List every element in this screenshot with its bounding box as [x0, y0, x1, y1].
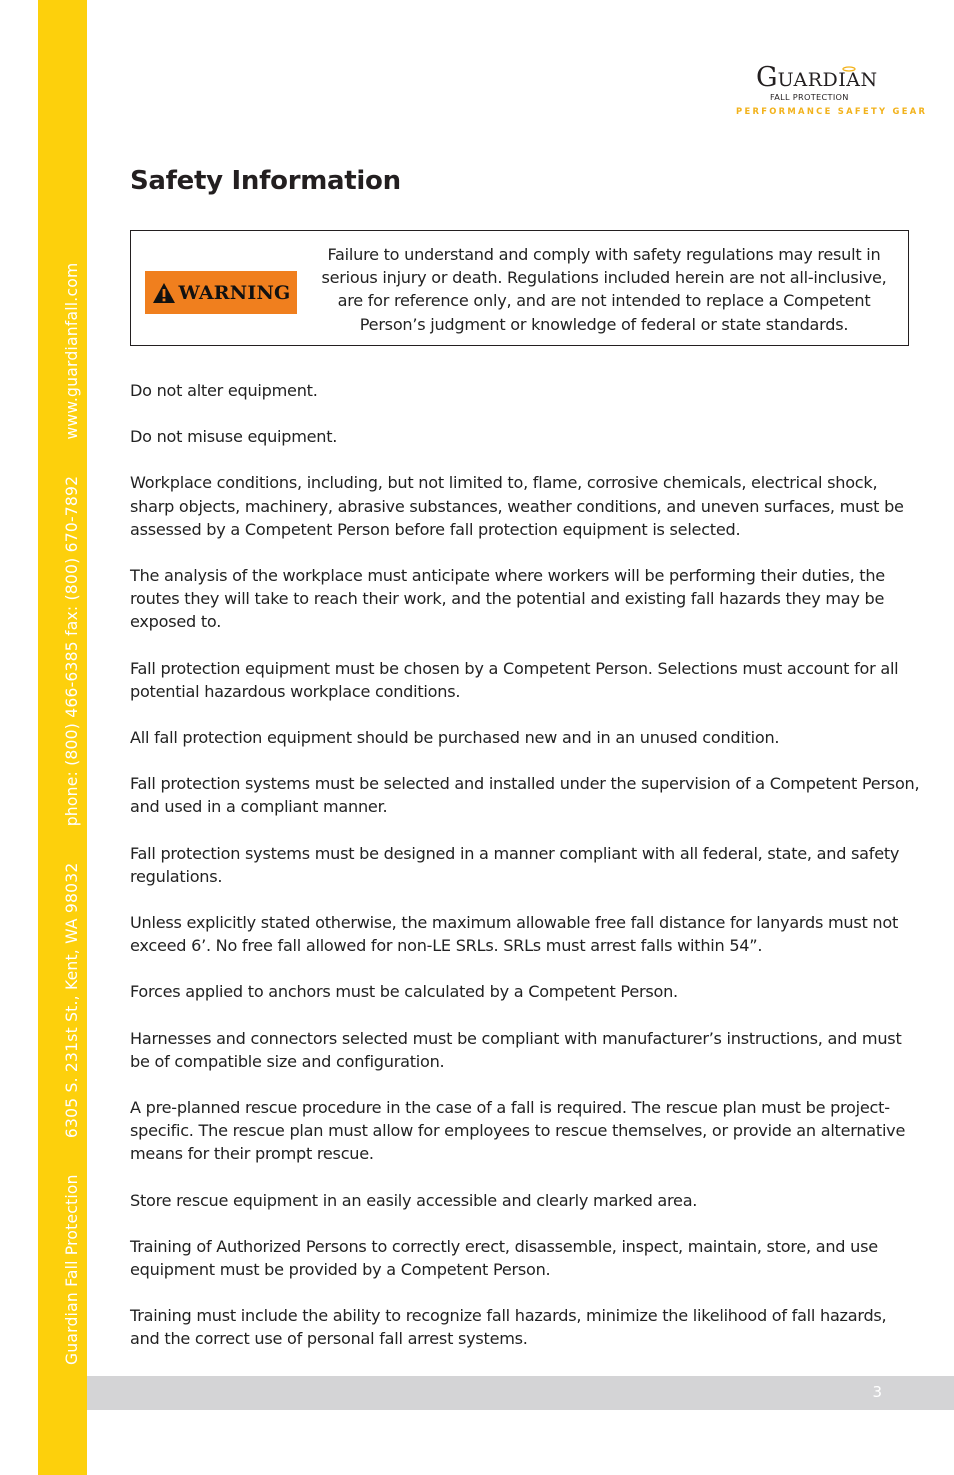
safety-paragraph: Fall protection systems must be designed in a manner compliant with all federal, state, and safety regulations.	[130, 843, 900, 886]
guardian-logo	[734, 62, 928, 120]
warning-message: Failure to understand and comply with safety regulations may result in serious injury or death. Regulations included herein are not all-inclusive, are for reference only, and are not intended to replace a Competent Person’s judgment or knowledge of federal or state standards.	[321, 245, 887, 334]
safety-paragraph: Harnesses and connectors selected must be compliant with manufacturer’s instructions, and must be of compatible size and configuration.	[130, 1028, 902, 1071]
safety-paragraph: All fall protection equipment should be purchased new and in an unused condition.	[130, 728, 780, 748]
page-number: 3	[872, 1383, 882, 1401]
logo-subtitle: FALL PROTECTION	[770, 92, 849, 102]
safety-paragraph: Fall protection systems must be selected and installed under the supervision of a Competent Person, and used in a compliant manner.	[130, 774, 920, 817]
safety-paragraph: Do not alter equipment.	[130, 381, 318, 400]
warning-label	[145, 271, 297, 314]
safety-paragraph: Workplace conditions, including, but not limited to, flame, corrosive chemicals, electrical shock, sharp objects, machinery, abrasive substances, weather conditions, and uneven surfaces, must be assessed by a Competent Person before fall protection equipment is selected.	[130, 473, 904, 539]
warning-triangle-icon	[152, 282, 176, 304]
footer-bar	[87, 1376, 954, 1410]
logo-wordmark: GUARDIAN	[756, 62, 878, 93]
safety-rules	[130, 379, 920, 1374]
safety-paragraph: Do not misuse equipment.	[130, 427, 338, 447]
safety-paragraph: Fall protection equipment must be chosen by a Competent Person. Selections must account for all potential hazardous workplace conditions.	[130, 658, 899, 701]
safety-paragraph: Unless explicitly stated otherwise, the maximum allowable free fall distance for lanyards must not exceed 6’. No free fall allowed for non-LE SRLs. SRLs must arrest falls within 54”.	[130, 913, 899, 956]
page-title: Safety Information	[130, 166, 401, 196]
sidebar-company: Guardian Fall Protection	[63, 1174, 81, 1365]
sidebar-contact-text	[62, 263, 82, 1365]
safety-paragraph: A pre-planned rescue procedure in the case of a fall is required. The rescue plan must be project-specific. The rescue plan must allow for employees to rescue themselves, or provide an alternative means for their prompt rescue.	[130, 1098, 906, 1164]
safety-paragraph: Forces applied to anchors must be calculated by a Competent Person.	[130, 982, 678, 1002]
safety-paragraph: Training must include the ability to recognize fall hazards, minimize the likelihood of fall hazards, and the correct use of personal fall arrest systems.	[130, 1306, 887, 1349]
safety-paragraph: Store rescue equipment in an easily accessible and clearly marked area.	[130, 1190, 698, 1210]
sidebar-website: www.guardianfall.com	[63, 262, 81, 440]
warning-box	[130, 230, 909, 346]
logo-tagline: PERFORMANCE SAFETY GEAR	[736, 106, 928, 116]
sidebar-address: 6305 S. 231st St., Kent, WA 98032	[63, 862, 81, 1139]
safety-paragraph: The analysis of the workplace must anticipate where workers will be performing their duties, the routes they will take to reach their work, and the potential and existing fall hazards they may be exposed to.	[130, 566, 885, 632]
safety-paragraph: Training of Authorized Persons to correctly erect, disassemble, inspect, maintain, store, and use equipment must be provided by a Competent Person.	[130, 1236, 878, 1280]
warning-label-text: WARNING	[178, 281, 291, 304]
sidebar-contact: phone: (800) 466-6385 fax: (800) 670-7892	[63, 475, 81, 827]
